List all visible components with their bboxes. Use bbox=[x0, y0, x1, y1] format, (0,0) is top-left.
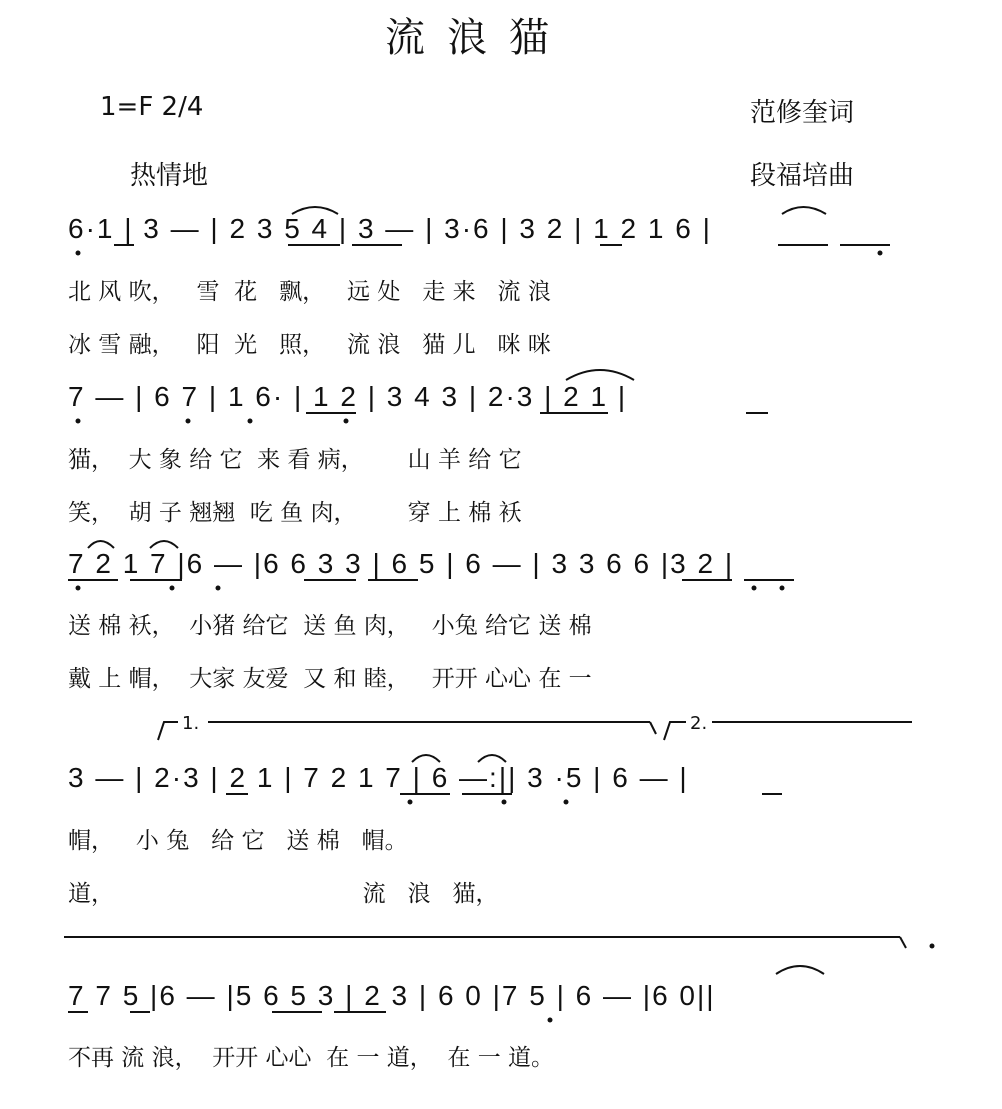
notation-row-1: 6·1 | 3 — | 2 3 5 4 | 3 — | 3·6 | 3 2 | 1 2 1 6 | bbox=[68, 213, 712, 244]
song-title: 流浪猫 bbox=[385, 15, 571, 61]
lyric-row-4-verse-1: 帽， 小 兔 给 它 送 棉 帽。 bbox=[68, 828, 408, 854]
octave-dot bbox=[76, 586, 81, 591]
lyric-row-3-verse-1: 送 棉 袄， 小猪 给它 送 鱼 肉， 小兔 给它 送 棉 bbox=[68, 613, 592, 639]
octave-dot bbox=[216, 586, 221, 591]
lyric-row-3-verse-2: 戴 上 帽， 大家 友爱 又 和 睦， 开开 心心 在 一 bbox=[68, 666, 592, 692]
octave-dot bbox=[76, 251, 81, 256]
octave-dot bbox=[878, 251, 883, 256]
composer-credit: 段福培曲 bbox=[750, 161, 855, 191]
octave-dot bbox=[780, 586, 785, 591]
slur-mark bbox=[782, 207, 826, 214]
slur-mark bbox=[292, 207, 338, 214]
volta-bracket-2 bbox=[664, 722, 686, 740]
octave-dot bbox=[344, 419, 349, 424]
octave-dot bbox=[76, 419, 81, 424]
lyricist-credit: 范修奎词 bbox=[750, 98, 855, 128]
lyric-row-4-verse-2: 道， 流 浪 猫， bbox=[68, 881, 499, 907]
octave-dot bbox=[186, 419, 191, 424]
volta-end-1 bbox=[650, 722, 656, 734]
volta-bracket-1 bbox=[158, 722, 178, 740]
octave-dot bbox=[248, 419, 253, 424]
key-time-signature: 1=F 2/4 bbox=[100, 92, 204, 122]
slur-mark bbox=[150, 541, 178, 548]
slur-mark bbox=[478, 755, 506, 762]
tempo-marking: 热情地 bbox=[130, 161, 209, 191]
lyric-row-2-verse-2: 笑， 胡 子 翘翘 吃 鱼 肉， 穿 上 棉 袄 bbox=[68, 500, 522, 526]
section-line-end bbox=[900, 937, 906, 948]
slur-mark bbox=[412, 755, 440, 762]
lyric-row-1-verse-1: 北 风 吹， 雪 花 飘， 远 处 走 来 流 浪 bbox=[68, 279, 551, 305]
octave-dot bbox=[502, 800, 507, 805]
octave-dot bbox=[564, 800, 569, 805]
notation-row-2: 7 — | 6 7 | 1 6· | 1 2 | 3 4 3 | 2·3 | 2 1 | bbox=[68, 381, 628, 412]
lyric-row-5: 不再 流 浪， 开开 心心 在 一 道， 在 一 道。 bbox=[68, 1045, 555, 1071]
octave-dot bbox=[548, 1018, 553, 1023]
octave-dot bbox=[408, 800, 413, 805]
octave-dot bbox=[752, 586, 757, 591]
notation-row-4: 3 — | 2·3 | 2 1 | 7 2 1 7 | 6 —:|| 3 ·5 | 6 — | bbox=[68, 762, 689, 793]
stray-dot bbox=[930, 944, 935, 949]
notation-row-5: 7 7 5 |6 — |5 6 5 3 | 2 3 | 6 0 |7 5 | 6 — |6 0|| bbox=[68, 980, 716, 1011]
slur-mark bbox=[566, 370, 634, 380]
lyric-row-2-verse-1: 猫， 大 象 给 它 来 看 病， 山 羊 给 它 bbox=[68, 447, 522, 473]
slur-mark bbox=[88, 541, 114, 548]
octave-dot bbox=[170, 586, 175, 591]
notation-row-3: 7 2 1 7 |6 — |6 6 3 3 | 6 5 | 6 — | 3 3 6 6 |3 2 | bbox=[68, 548, 735, 579]
lyric-row-1-verse-2: 冰 雪 融， 阳 光 照， 流 浪 猫 儿 咪 咪 bbox=[68, 332, 551, 358]
volta-1-label: 1. bbox=[182, 713, 200, 734]
volta-2-label: 2. bbox=[690, 713, 708, 734]
slur-mark bbox=[776, 966, 824, 974]
